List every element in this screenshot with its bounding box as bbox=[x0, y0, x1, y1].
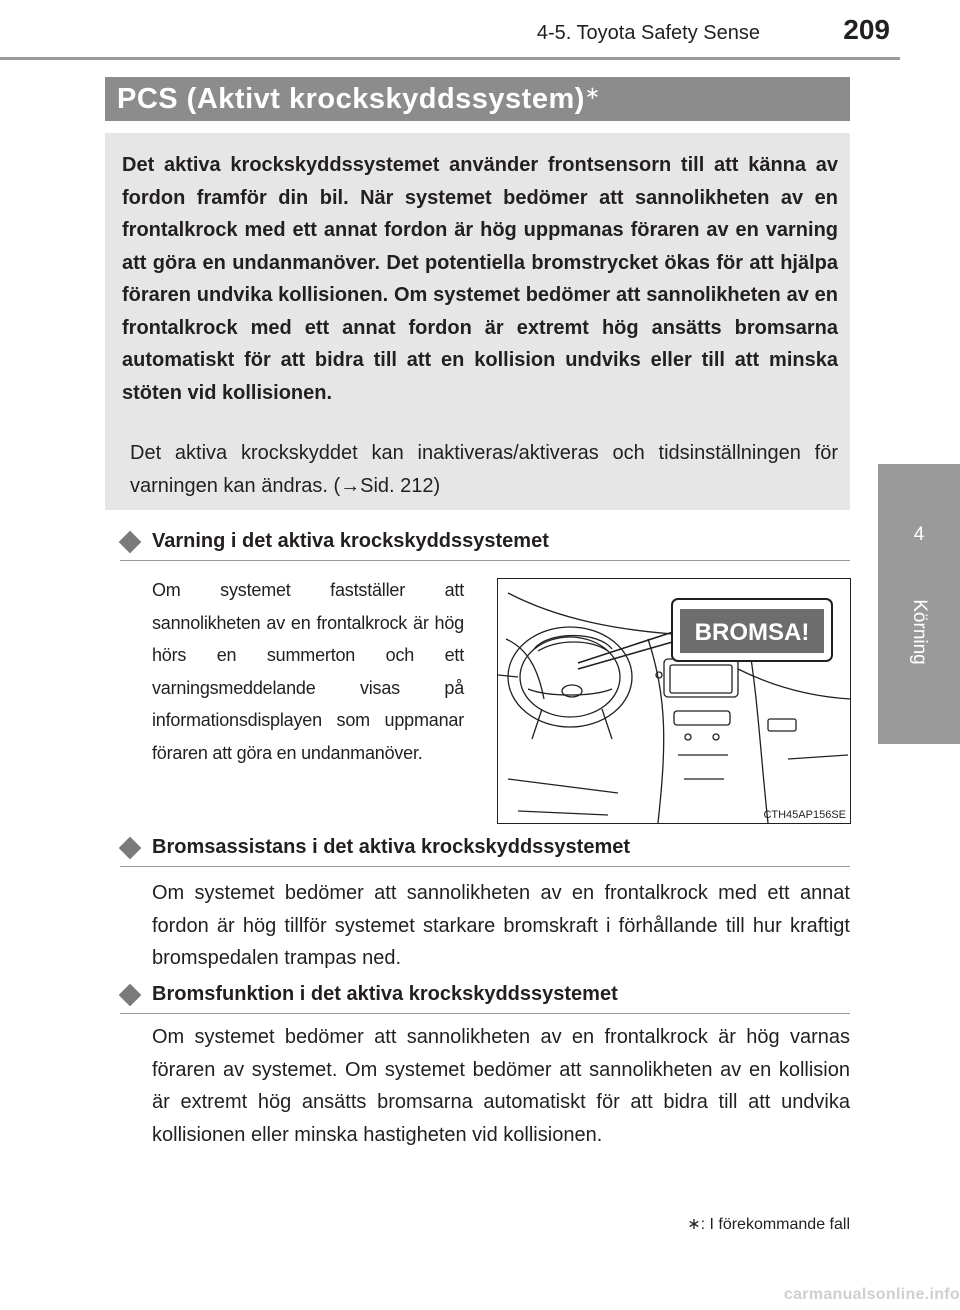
diamond-bullet-icon bbox=[119, 984, 142, 1007]
subheading-text: Varning i det aktiva krockskyddssystemet bbox=[152, 530, 549, 552]
figure-code: CTH45AP156SE bbox=[763, 809, 846, 821]
page-title-bar bbox=[105, 77, 850, 121]
warning-paragraph: Om systemet fastställer att sannolikheten av en frontalkrock är hög hörs en summerton och ett varningsmeddelande visas på informationsdisplayen som uppmanar föraren att göra en undanmanöver. bbox=[152, 580, 464, 763]
chapter-number: 4 bbox=[913, 524, 925, 545]
diamond-bullet-icon bbox=[119, 531, 142, 554]
dashboard-drawing bbox=[498, 579, 850, 823]
brake-assist-paragraph: Om systemet bedömer att sannolikheten av en frontalkrock med ett annat fordon är hög tillför systemet starkare bromskraft i förhållande till hur kraftigt bromspedalen trampas ned. bbox=[152, 882, 850, 969]
page-number: 209 bbox=[843, 14, 890, 45]
footnote: ∗: I förekommande fall bbox=[687, 1216, 850, 1233]
page-title bbox=[117, 83, 601, 116]
warning-display-text: BROMSA! bbox=[694, 619, 810, 646]
watermark: carmanualsonline.info bbox=[783, 1286, 960, 1303]
dashboard-illustration bbox=[497, 578, 851, 824]
subheading-brake-function bbox=[120, 983, 850, 1014]
subheading-brake-assist bbox=[120, 836, 850, 867]
chapter-label: Körning bbox=[909, 599, 930, 665]
section-header: 4-5. Toyota Safety Sense bbox=[536, 22, 760, 44]
page-title-text: PCS (Aktivt krockskyddssystem) bbox=[117, 83, 585, 115]
subheading-text: Bromsfunktion i det aktiva krockskyddssystemet bbox=[152, 983, 618, 1005]
header-rule bbox=[0, 57, 900, 60]
brake-function-paragraph: Om systemet bedömer att sannolikheten av en frontalkrock är hög varnas föraren av systemet. Om systemet bedömer att sannolikheten av en kollision är extremt hög ansätts bromsarna automatiskt för att bidra till att undvika kollisionen eller minska hastigheten vid kollisionen. bbox=[152, 1026, 850, 1146]
subheading-warning bbox=[120, 530, 850, 561]
intro-note-paragraph: Det aktiva krockskyddet kan inaktiveras/aktiveras och tidsinställningen för varningen kan ändras. (→Sid. 212) bbox=[130, 442, 838, 497]
chapter-tab bbox=[878, 464, 960, 744]
subheading-text: Bromsassistans i det aktiva krockskyddssystemet bbox=[152, 836, 631, 858]
intro-box bbox=[105, 133, 850, 510]
diamond-bullet-icon bbox=[119, 837, 142, 860]
footnote-mark: ∗ bbox=[584, 83, 601, 103]
intro-bold-paragraph: Det aktiva krockskyddssystemet använder frontsensorn till att känna av fordon framför din bil. När systemet bedömer att sannolikheten av en frontalkrock med ett annat fordon är hög uppmanas föraren av en varning att göra en undanmanöver. Det potentiella bromstrycket ökas för att hjälpa föraren undvika kollisionen. Om systemet bedömer att sannolikheten av en frontalkrock med ett annat fordon är extremt hög ansätts bromsarna automatiskt för att bidra till att en kollision undviks eller till att minska stöten vid kollisionen. bbox=[122, 154, 838, 404]
